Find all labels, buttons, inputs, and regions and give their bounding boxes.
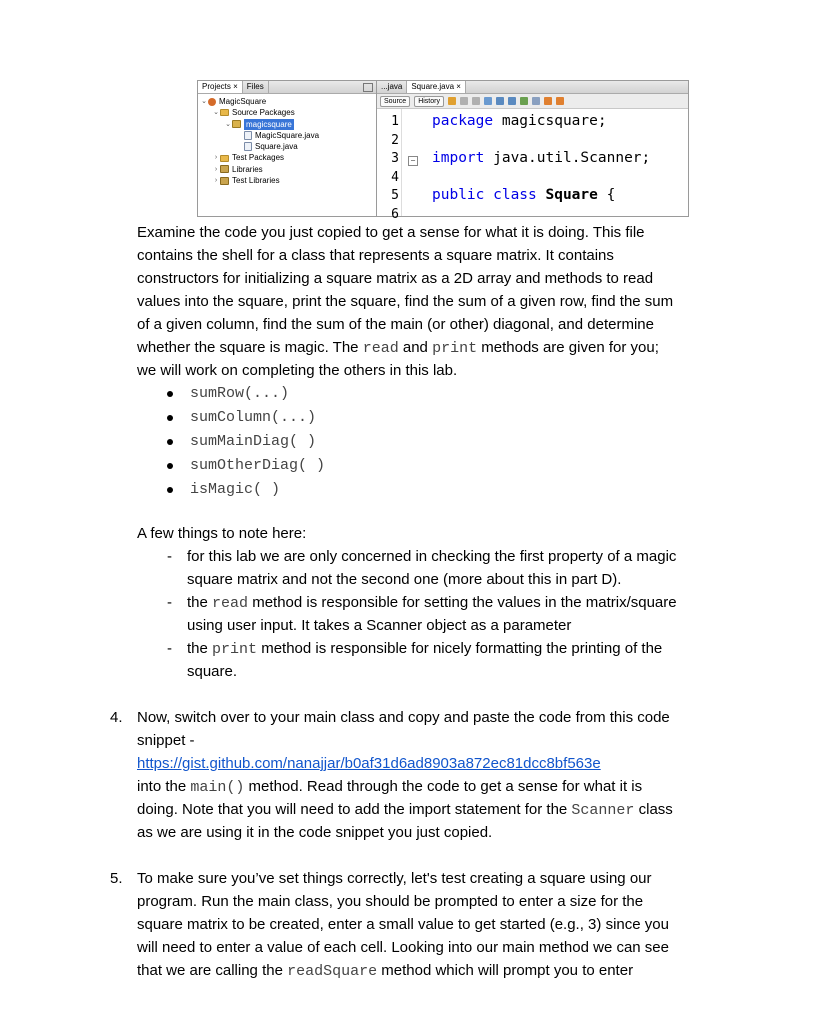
- tree-node-source-packages[interactable]: [198, 107, 376, 118]
- package-icon: [232, 120, 241, 128]
- project-icon: [208, 98, 216, 106]
- code-line: package magicsquare;: [432, 113, 607, 129]
- java-file-icon: [244, 142, 252, 151]
- line-number: 1: [391, 114, 399, 129]
- step-number: 5.: [110, 870, 123, 887]
- test-packages-label: Test Packages: [232, 153, 285, 163]
- step5-line: square matrix to be created, enter a small value to get started (e.g., 3) since you: [137, 916, 669, 933]
- tab-other-file[interactable]: ...java: [377, 81, 407, 93]
- tree-node-test-libraries[interactable]: [198, 175, 376, 186]
- step4-line: snippet -: [137, 732, 195, 749]
- line-number: 2: [391, 133, 399, 148]
- history-button[interactable]: History: [414, 96, 444, 107]
- step4-line: doing. Note that you will need to add the import statement for the Scanner class: [137, 801, 673, 819]
- ide-screenshot: [197, 80, 689, 222]
- line-number: 6: [391, 207, 399, 222]
- tab-files[interactable]: Files: [243, 81, 269, 93]
- chevron-down-icon[interactable]: ⌄: [225, 120, 231, 128]
- java-file-icon: [244, 131, 252, 140]
- step5-line: that we are calling the readSquare method which will prompt you to enter: [137, 962, 634, 980]
- line-number: 5: [391, 188, 399, 203]
- find-icon[interactable]: [484, 97, 492, 105]
- line-number: 3: [391, 151, 399, 166]
- step5-line: will need to enter a value of each cell. Looking into our main method we can see: [137, 939, 669, 956]
- bookmark-icon[interactable]: [532, 97, 540, 105]
- chevron-down-icon[interactable]: ⌄: [201, 98, 207, 105]
- tree-node-file[interactable]: [198, 130, 376, 141]
- shift-right-icon[interactable]: [556, 97, 564, 105]
- line-gutter: [377, 109, 402, 222]
- intro-line: contains the shell for a class that represents a square matrix. It contains: [137, 247, 614, 264]
- project-tree: [198, 94, 376, 186]
- tab-projects[interactable]: Projects ×: [198, 81, 243, 93]
- step4-line: as we are using it in the code snippet you just copied.: [137, 824, 493, 841]
- libraries-label: Libraries: [232, 164, 263, 174]
- step5-line: To make sure you’ve set things correctly, let's test creating a square using our: [137, 870, 652, 887]
- file-label: Square.java: [255, 142, 298, 152]
- bullet-icon: [167, 463, 173, 469]
- code-line: import java.util.Scanner;: [432, 150, 651, 166]
- library-icon: [220, 177, 229, 185]
- find-next-icon[interactable]: [508, 97, 516, 105]
- chevron-right-icon[interactable]: ›: [214, 165, 218, 173]
- forward-icon[interactable]: [472, 97, 480, 105]
- intro-line: we will work on completing the others in this lab.: [137, 362, 458, 379]
- shift-left-icon[interactable]: [544, 97, 552, 105]
- folder-icon: [220, 155, 229, 162]
- source-button[interactable]: Source: [380, 96, 410, 107]
- test-libraries-label: Test Libraries: [232, 176, 280, 186]
- toggle-highlight-icon[interactable]: [520, 97, 528, 105]
- tree-node-test-packages[interactable]: [198, 152, 376, 163]
- restore-window-icon[interactable]: [363, 83, 373, 92]
- tree-node-libraries[interactable]: [198, 164, 376, 175]
- gist-link[interactable]: https://gist.github.com/nanajjar/b0af31d6ad8903a872ec81dcc8bf563e: [137, 755, 601, 772]
- chevron-right-icon[interactable]: ›: [214, 154, 218, 162]
- code-line: public class Square {: [432, 187, 616, 203]
- source-packages-label: Source Packages: [232, 108, 295, 118]
- project-label: MagicSquare: [219, 97, 267, 106]
- intro-line: Examine the code you just copied to get a sense for what it is doing. This file: [137, 224, 645, 241]
- line-number: 4: [391, 170, 399, 185]
- tree-node-project[interactable]: [198, 96, 376, 107]
- intro-line: values into the square, print the square, find the sum of a given row, find the sum: [137, 293, 674, 310]
- back-icon[interactable]: [460, 97, 468, 105]
- intro-line: of a given column, find the sum of the main (or other) diagonal, and determine: [137, 316, 654, 333]
- editor-toolbar: [377, 94, 688, 109]
- chevron-down-icon[interactable]: ⌄: [213, 109, 219, 117]
- gist-link-line: [137, 754, 601, 774]
- editor-tab-bar: [377, 81, 688, 94]
- find-previous-icon[interactable]: [496, 97, 504, 105]
- intro-line: whether the square is magic. The read and print methods are given for you;: [137, 339, 659, 357]
- step5-line: program. Run the main class, you should be prompted to enter a size for the: [137, 893, 644, 910]
- editor-pane: [377, 81, 688, 222]
- tree-node-file[interactable]: [198, 141, 376, 152]
- bullet-icon: [167, 487, 173, 493]
- package-label: magicsquare: [246, 119, 292, 129]
- tree-node-package[interactable]: [198, 119, 376, 130]
- tab-square-java[interactable]: Square.java ×: [407, 81, 466, 93]
- intro-line: constructors for initializing a square matrix as a 2D array and methods to read: [137, 270, 654, 287]
- code-area[interactable]: [377, 109, 688, 222]
- bullet-icon: [167, 439, 173, 445]
- step-number: 4.: [110, 709, 123, 726]
- bullet-icon: [167, 415, 173, 421]
- chevron-right-icon[interactable]: ›: [214, 177, 218, 185]
- notes-heading: A few things to note here:: [137, 525, 307, 542]
- library-icon: [220, 165, 229, 173]
- bullet-icon: [167, 391, 173, 397]
- projects-tab-bar: [198, 81, 376, 94]
- file-label: MagicSquare.java: [255, 130, 320, 140]
- projects-pane: [198, 81, 377, 216]
- step4-line: into the main() method. Read through the code to get a sense for what it is: [137, 778, 643, 796]
- fold-collapse-icon[interactable]: −: [408, 156, 418, 166]
- step4-line: Now, switch over to your main class and copy and paste the code from this code: [137, 709, 670, 726]
- folder-icon: [220, 109, 229, 116]
- last-edit-icon[interactable]: [448, 97, 456, 105]
